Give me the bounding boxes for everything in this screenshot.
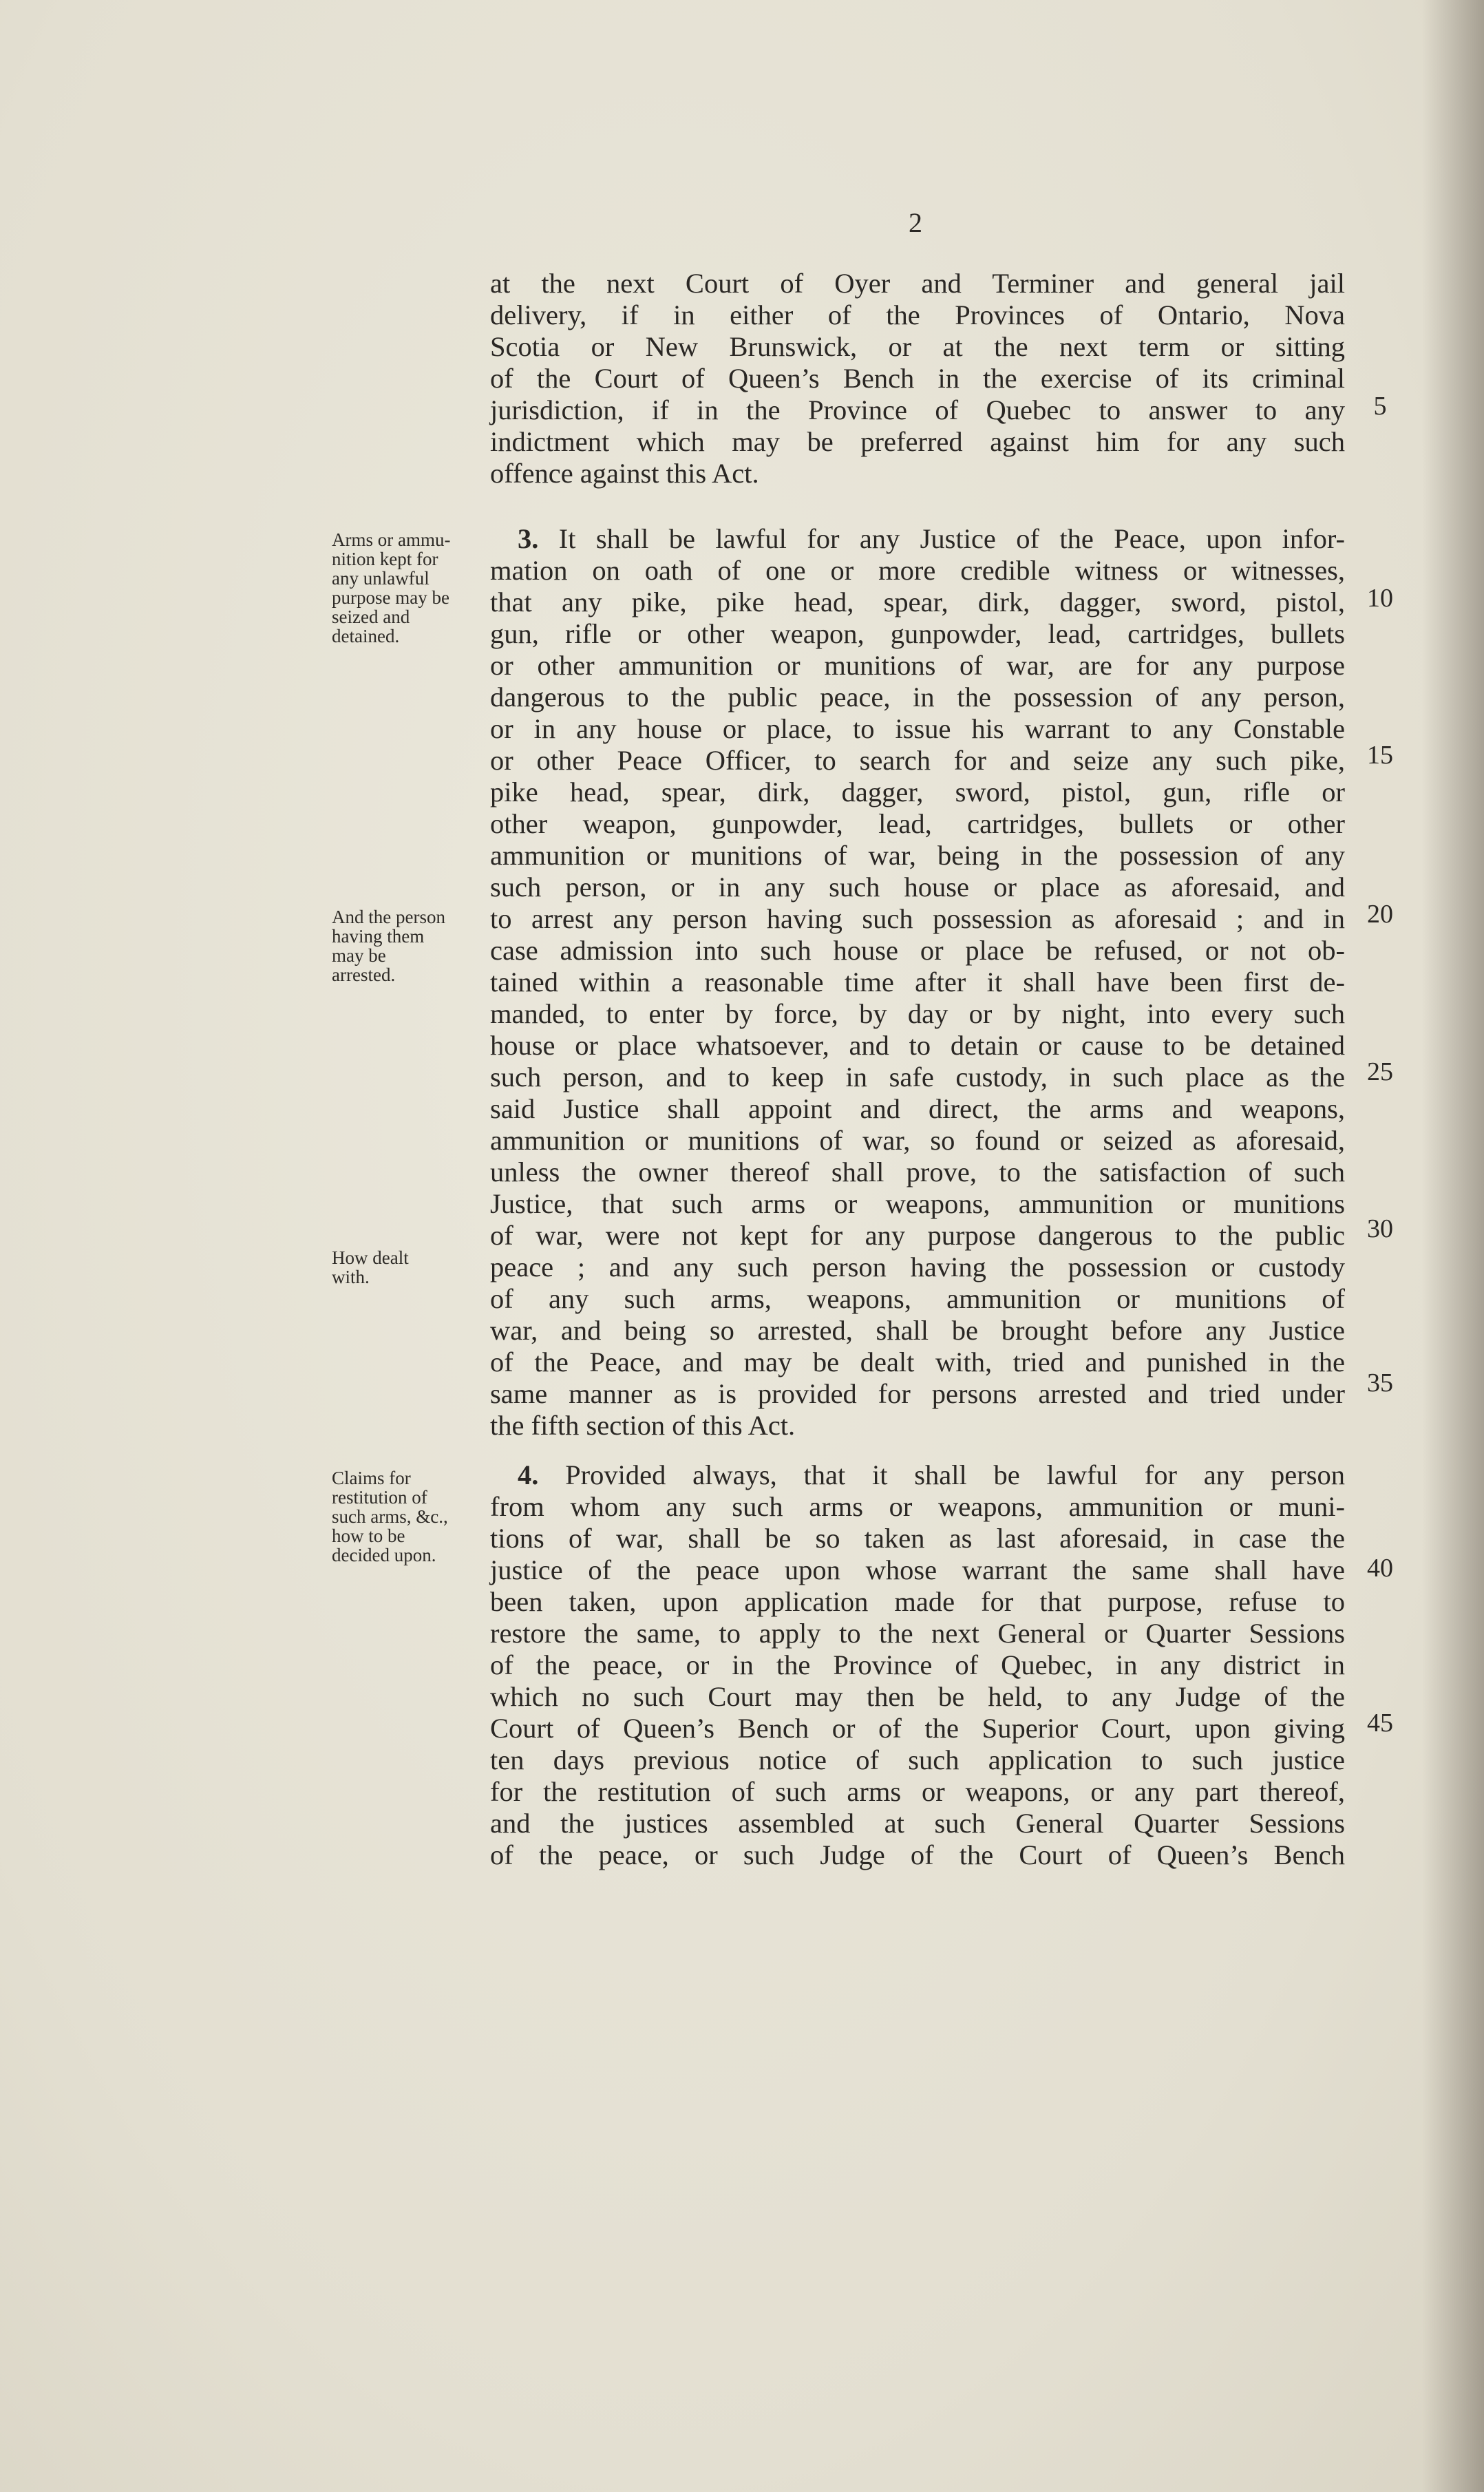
line-number: 10: [1367, 584, 1393, 613]
marginal-note-how-dealt-with: How dealt with.: [332, 1247, 409, 1287]
line-number: 5: [1373, 392, 1387, 421]
text-line: jurisdiction, if in the Province of Quebec to answer to any: [490, 394, 1345, 425]
text-line: of the Court of Queen’s Bench in the exercise of its criminal: [490, 363, 1345, 394]
text-line: or in any house or place, to issue his warrant to any Constable: [490, 713, 1345, 744]
text-line: tained within a reasonable time after it shall have been first de-: [490, 967, 1345, 997]
text-line: been taken, upon application made for that purpose, refuse to: [490, 1586, 1345, 1617]
marginal-note-claims-restitution: Claims for restitution of such arms, &c., how to be decided upon.: [332, 1468, 448, 1565]
text-line: of any such arms, weapons, ammunition or munitions of: [490, 1283, 1345, 1314]
text-line: indictment which may be preferred against him for any such: [490, 426, 1345, 457]
text-line: same manner as is provided for persons arrested and tried under: [490, 1378, 1345, 1409]
text-line: restore the same, to apply to the next General or Quarter Sessions: [490, 1618, 1345, 1649]
text-line: [490, 523, 1345, 555]
text-line: delivery, if in either of the Provinces of Ontario, Nova: [490, 299, 1345, 330]
text-line: to arrest any person having such possession as aforesaid ; and in: [490, 903, 1345, 934]
line-number: 30: [1367, 1214, 1393, 1243]
text-line: or other ammunition or munitions of war, are for any purpose: [490, 650, 1345, 681]
text-line: or other Peace Officer, to search for and seize any such pike,: [490, 745, 1345, 776]
text-line: ammunition or munitions of war, being in the possession of any: [490, 840, 1345, 871]
text-line: justice of the peace upon whose warrant the same shall have: [490, 1554, 1345, 1585]
text-line: ten days previous notice of such application to such justice: [490, 1744, 1345, 1775]
line-number: 40: [1367, 1554, 1393, 1583]
text-line: manded, to enter by force, by day or by night, into every such: [490, 998, 1345, 1029]
section-4: [490, 1459, 1345, 1871]
text-line: house or place whatsoever, and to detain or cause to be detained: [490, 1030, 1345, 1061]
text-line: ammunition or munitions of war, so found or seized as aforesaid,: [490, 1125, 1345, 1156]
section-number: 4.: [518, 1459, 539, 1490]
text-line: from whom any such arms or weapons, ammunition or muni-: [490, 1491, 1345, 1522]
text-line: and the justices assembled at such General Quarter Sessions: [490, 1808, 1345, 1839]
text-line: said Justice shall appoint and direct, the arms and weapons,: [490, 1093, 1345, 1124]
text-line: peace ; and any such person having the possession or custody: [490, 1252, 1345, 1282]
line-number: 15: [1367, 741, 1393, 770]
text-line: offence against this Act.: [490, 458, 759, 489]
text-line: gun, rifle or other weapon, gunpowder, lead, cartridges, bullets: [490, 618, 1345, 649]
line-number: 35: [1367, 1369, 1393, 1397]
text-line: the fifth section of this Act.: [490, 1410, 796, 1441]
text-line: unless the owner thereof shall prove, to the satisfaction of such: [490, 1157, 1345, 1187]
continuation-paragraph: [490, 268, 1345, 489]
line-number: 45: [1367, 1709, 1393, 1738]
text-line: for the restitution of such arms or weapons, or any part thereof,: [490, 1776, 1345, 1807]
line-number: 25: [1367, 1057, 1393, 1086]
line-number: 20: [1367, 900, 1393, 929]
text-line: which no such Court may then be held, to any Judge of the: [490, 1681, 1345, 1712]
text-line: [490, 1459, 1345, 1491]
section-3: [490, 523, 1345, 1442]
text-line: dangerous to the public peace, in the possession of any person,: [490, 682, 1345, 712]
marginal-note-person-arrested: And the person having them may be arrested.: [332, 907, 445, 985]
text-line: of the Peace, and may be dealt with, tried and punished in the: [490, 1347, 1345, 1377]
text-line: such person, and to keep in safe custody, in such place as the: [490, 1062, 1345, 1092]
text-line: other weapon, gunpowder, lead, cartridges, bullets or other: [490, 808, 1345, 839]
text-line: of the peace, or such Judge of the Court of Queen’s Bench: [490, 1839, 1345, 1870]
section-first-line: It shall be lawful for any Justice of the Peace, upon infor-: [538, 523, 1345, 554]
text-line: that any pike, pike head, spear, dirk, dagger, sword, pistol,: [490, 587, 1345, 617]
section-number: 3.: [518, 523, 539, 554]
text-line: at the next Court of Oyer and Terminer and general jail: [490, 268, 1345, 299]
text-line: of the peace, or in the Province of Quebec, in any district in: [490, 1649, 1345, 1680]
text-line: Justice, that such arms or weapons, ammunition or munitions: [490, 1188, 1345, 1219]
text-line: Court of Queen’s Bench or of the Superior Court, upon giving: [490, 1713, 1345, 1744]
section-first-line: Provided always, that it shall be lawful for any person: [538, 1459, 1345, 1490]
page-number: 2: [909, 207, 922, 238]
text-line: tions of war, shall be so taken as last aforesaid, in case the: [490, 1523, 1345, 1554]
text-line: of war, were not kept for any purpose dangerous to the public: [490, 1220, 1345, 1251]
text-line: Scotia or New Brunswick, or at the next term or sitting: [490, 331, 1345, 362]
text-line: mation on oath of one or more credible witness or witnesses,: [490, 555, 1345, 586]
marginal-note-arms-seized: Arms or ammu- nition kept for any unlawful purpose may be seized and detained.: [332, 529, 451, 646]
text-line: pike head, spear, dirk, dagger, sword, pistol, gun, rifle or: [490, 777, 1345, 807]
text-line: war, and being so arrested, shall be brought before any Justice: [490, 1315, 1345, 1346]
text-line: such person, or in any such house or place as aforesaid, and: [490, 872, 1345, 902]
text-line: case admission into such house or place be refused, or not ob-: [490, 935, 1345, 966]
